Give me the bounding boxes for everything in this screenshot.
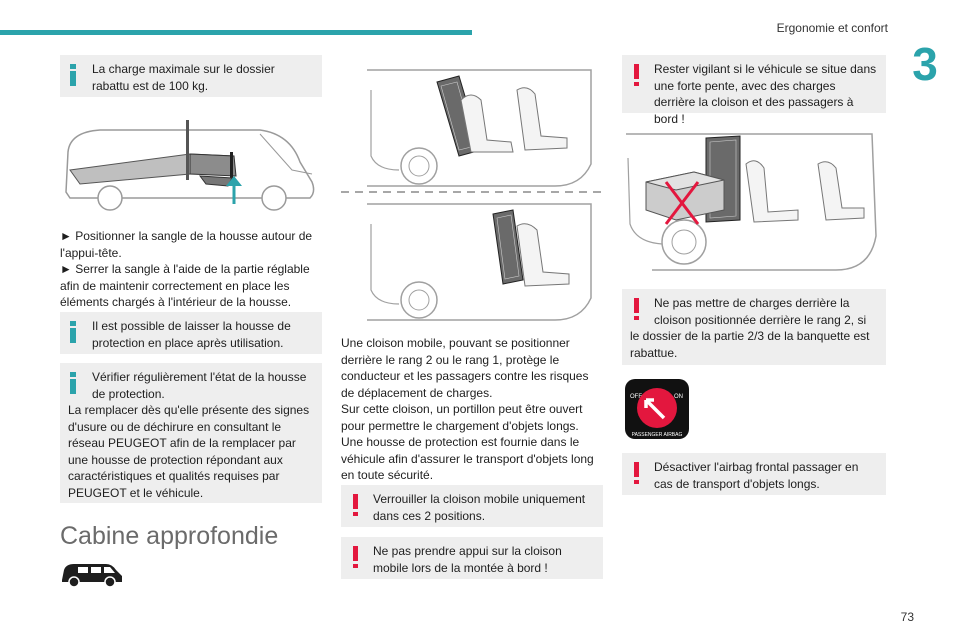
info-box-keep-cover xyxy=(60,312,322,354)
chapter-number: 3 xyxy=(912,38,938,90)
warning-text: Rester vigilant si le véhicule se situe dans une forte pente, avec des charges derrière la cloison et des passagers à bord ! xyxy=(654,62,877,126)
header-accent-bar xyxy=(0,30,472,35)
warning-icon xyxy=(634,298,639,320)
airbag-off-label: OFF xyxy=(630,394,642,400)
info-icon xyxy=(70,321,76,343)
paragraph-line-1: Une cloison mobile, pouvant se positionner derrière le rang 2 ou le rang 1, protège le conducteur et les passagers contre les risques de déplacement de charges. xyxy=(341,336,589,400)
paragraph-line-2: Sur cette cloison, un portillon peut être ouvert pour permettre le chargement d'objets longs. xyxy=(341,402,583,433)
warning-box-airbag xyxy=(622,453,886,495)
dashed-separator xyxy=(341,190,603,194)
info-text: Il est possible de laisser la housse de protection en place après utilisation. xyxy=(92,319,291,350)
info-text-body: La remplacer dès qu'elle présente des signes d'usure ou de déchirure en consultant le réseau PEUGEOT afin de la remplacer par une housse de protection répondant aux caractéristiques et qualités requises par PEUGEOT et le véhicule. xyxy=(68,403,310,500)
partition-paragraph xyxy=(341,335,603,484)
warning-text: Désactiver l'airbag frontal passager en cas de transport d'objets longs. xyxy=(654,460,859,491)
warning-text: Ne pas prendre appui sur la cloison mobile lors de la montée à bord ! xyxy=(373,544,562,575)
info-box-max-load xyxy=(60,55,322,97)
info-text: La charge maximale sur le dossier rabattu est de 100 kg. xyxy=(92,62,275,93)
step-2: ► Serrer la sangle à l'aide de la partie réglable afin de maintenir correctement en place les éléments chargés à l'intérieur de la housse. xyxy=(60,262,310,309)
warning-box-no-load-row2 xyxy=(622,289,886,365)
airbag-passenger-label: PASSENGER AIRBAG xyxy=(631,432,683,438)
warning-box-no-lean xyxy=(341,537,603,579)
paragraph-line-3: Une housse de protection est fournie dans le véhicule afin d'assurer le transport d'objets long en toute sécurité. xyxy=(341,435,594,482)
warning-text-body: le dossier de la partie 2/3 de la banquette est rabattue. xyxy=(630,329,870,360)
partition-row2-illustration xyxy=(341,60,603,190)
steps-text xyxy=(60,228,322,311)
info-text-lead: Vérifier régulièrement l'état de la housse de protection. xyxy=(92,370,307,401)
warning-icon xyxy=(634,64,639,86)
heading-cabine-approfondie: Cabine approfondie xyxy=(60,522,279,550)
no-load-behind-partition-illustration xyxy=(622,124,886,276)
info-icon xyxy=(70,372,76,394)
warning-box-lock-partition xyxy=(341,485,603,527)
airbag-off-icon xyxy=(624,378,690,440)
warning-icon xyxy=(634,462,639,484)
van-folded-seat-illustration xyxy=(60,112,322,214)
warning-icon xyxy=(353,546,358,568)
warning-box-slope xyxy=(622,55,886,126)
partition-row1-illustration xyxy=(341,198,603,328)
step-1: ► Positionner la sangle de la housse autour de l'appui-tête. xyxy=(60,229,313,260)
page-number: 73 xyxy=(900,610,914,624)
section-title: Ergonomie et confort xyxy=(776,21,888,35)
van-icon xyxy=(60,560,124,588)
info-box-check-cover xyxy=(60,363,322,503)
info-icon xyxy=(70,64,76,86)
warning-text-lead: Ne pas mettre de charges derrière la cloison positionnée derrière le rang 2, si xyxy=(654,296,867,327)
warning-text: Verrouiller la cloison mobile uniquement dans ces 2 positions. xyxy=(373,492,586,523)
airbag-on-label: ON xyxy=(674,394,683,400)
warning-icon xyxy=(353,494,358,516)
